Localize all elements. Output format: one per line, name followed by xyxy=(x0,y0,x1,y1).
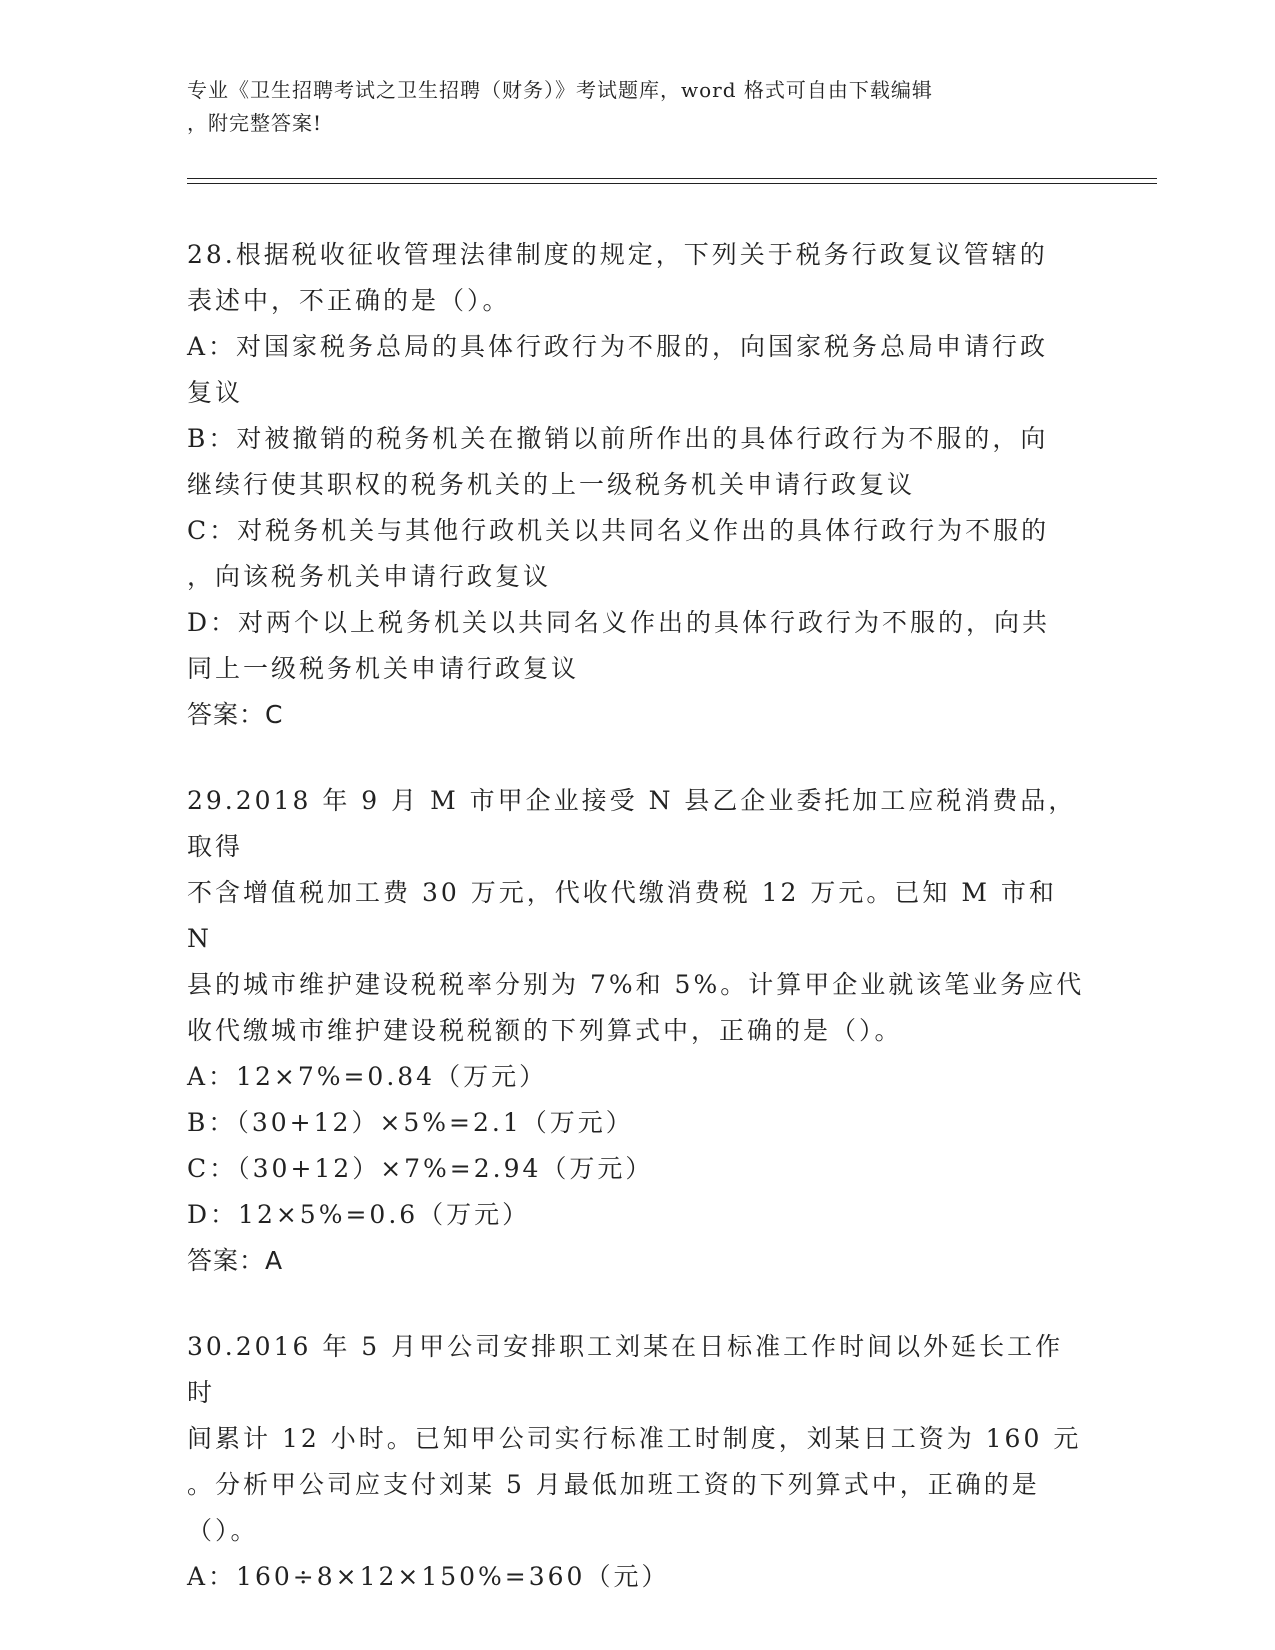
question-stem-line: 28.根据税收征收管理法律制度的规定，下列关于税务行政复议管辖的 xyxy=(187,240,1048,269)
question-stem-line: 29.2018 年 9 月 M 市甲企业接受 N 县乙企业委托加工应税消费品，取得 xyxy=(187,786,1077,861)
option-line: 复议 xyxy=(187,378,244,407)
option-c xyxy=(187,508,1087,600)
option-d xyxy=(187,600,1087,692)
answer-label: 答案：A xyxy=(187,1246,284,1275)
question-spacer xyxy=(187,738,1087,778)
option-a: A：160÷8×12×150%=360（元） xyxy=(187,1562,670,1591)
header-line-1: 专业《卫生招聘考试之卫生招聘（财务）》考试题库，word 格式可自由下载编辑 xyxy=(187,78,933,102)
option-c: C：（30+12）×7%=2.94（万元） xyxy=(187,1154,654,1183)
option-line: D：对两个以上税务机关以共同名义作出的具体行政行为不服的，向共 xyxy=(187,608,1051,637)
page-header xyxy=(187,74,1067,140)
option-d: D：12×5%=0.6（万元） xyxy=(187,1200,531,1229)
header-line-2: ，附完整答案! xyxy=(187,111,323,135)
answer-label: 答案：C xyxy=(187,700,284,729)
question-list xyxy=(187,232,1087,1600)
header-divider-bottom xyxy=(187,183,1157,184)
option-b xyxy=(187,416,1087,508)
header-divider-top xyxy=(187,178,1157,179)
question-stem-line: 不含增值税加工费 30 万元，代收代缴消费税 12 万元。已知 M 市和 N xyxy=(187,878,1057,953)
option-line: ，向该税务机关申请行政复议 xyxy=(187,562,552,591)
question-spacer xyxy=(187,1284,1087,1324)
option-line: C：对税务机关与其他行政机关以共同名义作出的具体行政行为不服的 xyxy=(187,516,1050,545)
option-a xyxy=(187,324,1087,416)
option-a: A：12×7%=0.84（万元） xyxy=(187,1062,548,1091)
question-stem-line: 收代缴城市维护建设税税额的下列算式中，正确的是（）。 xyxy=(187,1016,903,1045)
question-stem-line: 。分析甲公司应支付刘某 5 月最低加班工资的下列算式中，正确的是 xyxy=(187,1470,1040,1499)
question-29 xyxy=(187,778,1087,1284)
question-28 xyxy=(187,232,1087,738)
question-stem-line: 间累计 12 小时。已知甲公司实行标准工时制度，刘某日工资为 160 元 xyxy=(187,1424,1082,1453)
question-stem-line: 表述中，不正确的是（）。 xyxy=(187,286,511,315)
option-line: 同上一级税务机关申请行政复议 xyxy=(187,654,580,683)
option-b: B：（30+12）×5%=2.1（万元） xyxy=(187,1108,634,1137)
question-stem-line: 30.2016 年 5 月甲公司安排职工刘某在日标准工作时间以外延长工作时 xyxy=(187,1332,1064,1407)
option-line: A：对国家税务总局的具体行政行为不服的，向国家税务总局申请行政 xyxy=(187,332,1049,361)
question-stem-line: 县的城市维护建设税税率分别为 7%和 5%。计算甲企业就该笔业务应代 xyxy=(187,970,1085,999)
option-line: 继续行使其职权的税务机关的上一级税务机关申请行政复议 xyxy=(187,470,916,499)
option-line: B：对被撤销的税务机关在撤销以前所作出的具体行政行为不服的，向 xyxy=(187,424,1049,453)
question-30 xyxy=(187,1324,1087,1600)
question-stem-line: （）。 xyxy=(187,1516,259,1545)
